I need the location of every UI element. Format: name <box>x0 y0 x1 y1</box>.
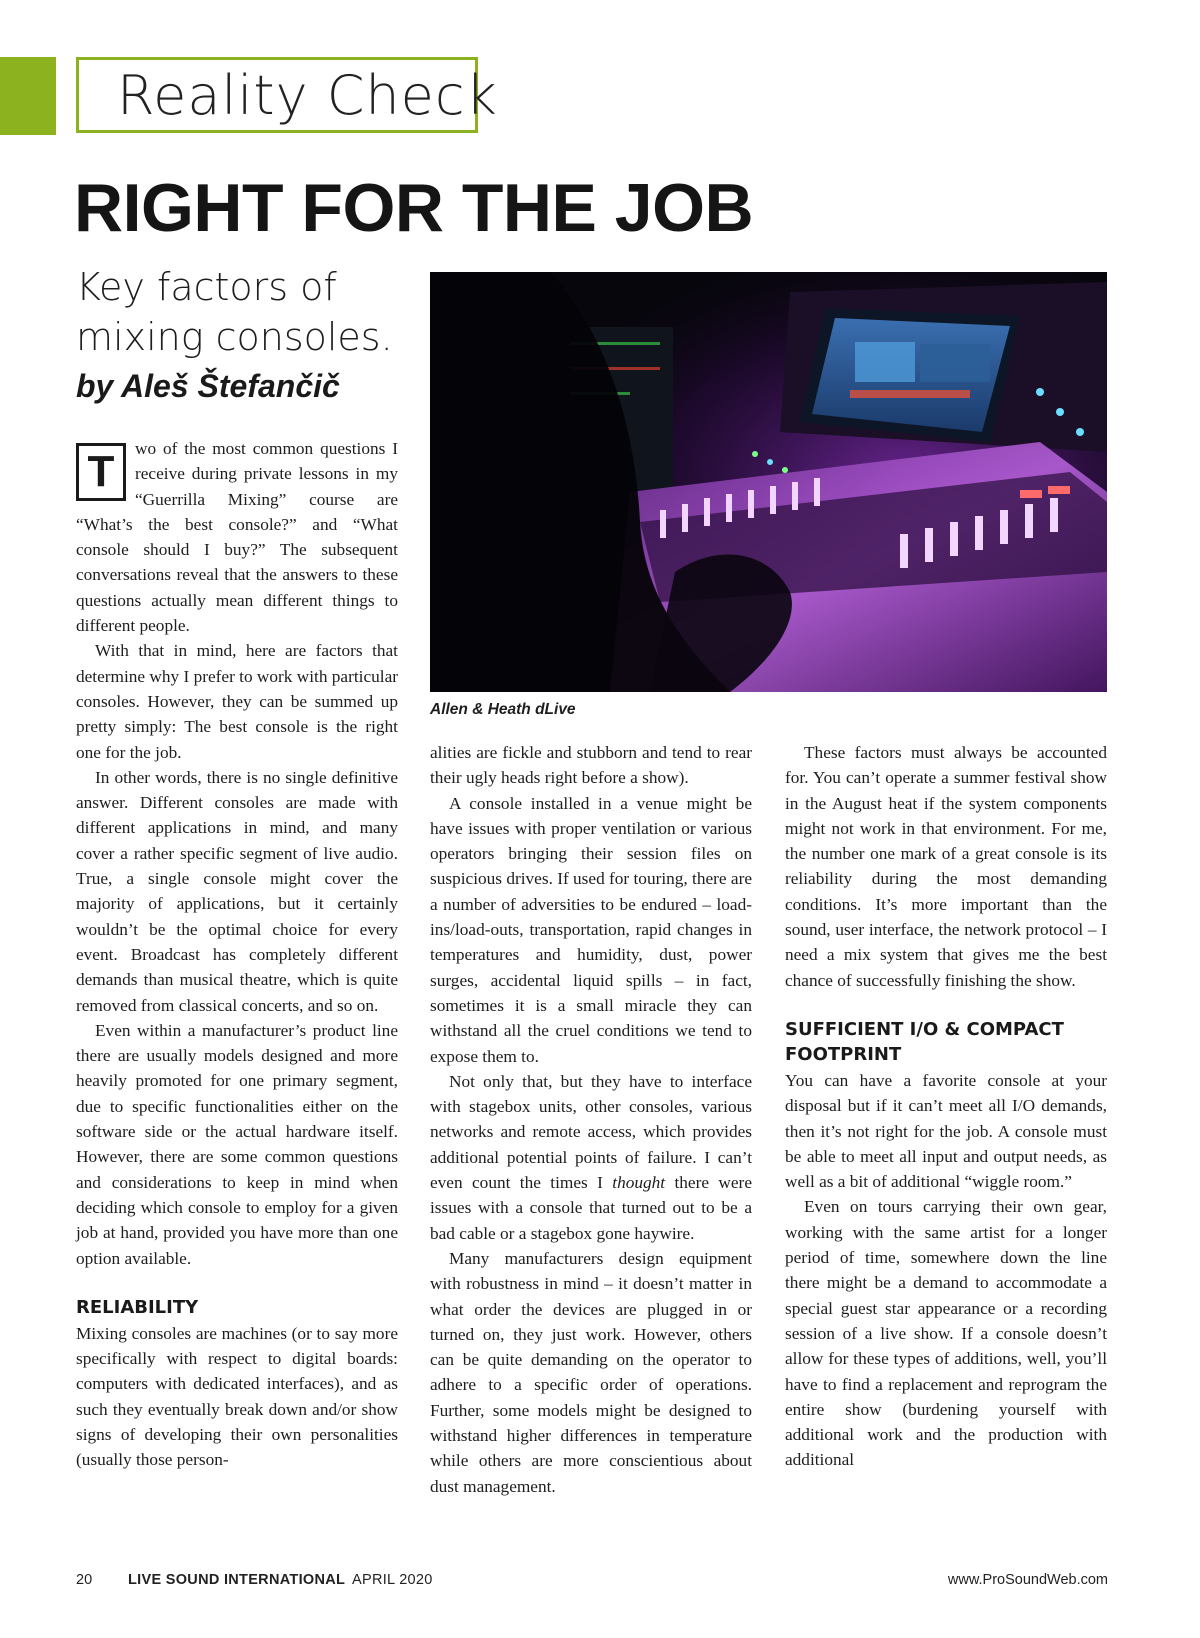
section-label-box <box>76 57 498 133</box>
byline: by Aleš Štefančič <box>76 368 340 404</box>
body-paragraph: Mixing consoles are machines (or to say more specifically with respect to digital boards: computers with dedicated interfaces), and as such they eventually break down and/or show signs of developing their own personalities (usually those person- <box>76 1323 398 1470</box>
body-paragraph: Even on tours carrying their own gear, working with the same artist for a longer period of time, somewhere down the line there might be a demand to accommodate a special guest star appearance or a recording session of a live show. If a console doesn’t allow for these types of additions, well, you’ll have to find a replacement and reprogram the entire show (burdening yourself with additional work and the production with additional <box>785 1197 1107 1470</box>
article-column-1 <box>76 436 398 1473</box>
article-column-2 <box>430 740 752 1499</box>
photo-caption: Allen & Heath dLive <box>430 701 576 718</box>
section-tab-bar <box>0 57 56 135</box>
subhead-reliability: RELIABILITY <box>76 1296 199 1318</box>
section-label: Reality Check <box>117 64 498 127</box>
body-paragraph: You can have a favorite console at your disposal but if it can’t meet all I/O demands, then it’s not right for the job. A console must be able to meet all input and output needs, as well as a bit of additional “wiggle room.” <box>785 1070 1107 1192</box>
page-footer <box>76 1570 1108 1590</box>
text-run: Not only that, but they have to interface with stagebox units, other consoles, various networks and remote access, which provides additional potential points of failure. I can’t even count the times I <box>430 1071 752 1193</box>
emphasis: thought <box>612 1173 666 1193</box>
website-link[interactable]: www.ProSoundWeb.com <box>947 1572 1108 1588</box>
drop-cap: T <box>76 443 126 501</box>
body-paragraph: These factors must always be accounted for. You can’t operate a summer festival show in the August heat if the system components might not work in that environment. For me, the number one mark of a great console is its reliability during the most demanding conditions. It’s more important than the sound, user interface, the network protocol – I need a mix system that gives me the best chance of successfully finishing the show. <box>785 743 1107 990</box>
subhead-io: SUFFICIENT I/O & COMPACT FOOTPRINT <box>785 1018 1064 1065</box>
body-paragraph: Many manufacturers design equipment with robustness in mind – it doesn’t matter in what order the devices are plugged in or turned on, they just work. However, others can be quite demanding on the operator to adhere to a specific order of operations. Further, some models might be designed to withstand higher differences in temperature while others are more conscientious about dust management. <box>430 1248 752 1496</box>
body-paragraph <box>430 1069 752 1246</box>
body-paragraph: In other words, there is no single definitive answer. Different consoles are made with different applications in mind, and many cover a rather specific segment of live audio. True, a single console might cover the majority of applications, but it certainly wouldn’t be the optimal choice for every event. Broadcast has completely different demands than musical theatre, which is quite removed from classical concerts, and so on. <box>76 767 398 1015</box>
headline: RIGHT FOR THE JOB <box>74 170 754 246</box>
body-paragraph: A console installed in a venue might be have issues with proper ventilation or various operators bringing their session files on suspicious drives. If used for touring, there are a number of adversities to be endured – load-ins/load-outs, transportation, rapid changes in temperatures and humidity, dust, power surges, accidental liquid spills – in fact, sometimes it is a small miracle they can withstand all the cruel conditions we tend to expose them to. <box>430 793 753 1066</box>
magazine-name: LIVE SOUND INTERNATIONAL <box>128 1572 346 1588</box>
deck: Key factors of mixing consoles. <box>76 265 393 359</box>
body-paragraph: Even within a manufacturer’s product line there are usually models designed and more heavily promoted for one primary segment, due to specific functionalities either on the software side or the actual hardware itself. However, there are some common questions and considerations to keep in mind when deciding which console to employ for a given job at hand, provided you have more than one option available. <box>76 1020 398 1268</box>
text-run: there were issues with a console that turned out to be a bad cable or a stagebox gone haywire. <box>430 1173 752 1243</box>
console-photo <box>430 272 1107 692</box>
body-paragraph: With that in mind, here are factors that determine why I prefer to work with particular consoles. However, they can be summed up pretty simply: The best console is the right one for the job. <box>76 641 398 762</box>
intro-paragraph <box>76 436 398 638</box>
body-paragraph: alities are fickle and stubborn and tend to rear their ugly heads right before a show). <box>430 743 752 788</box>
intro-text: wo of the most common questions I receive during private lessons in my “Guerrilla Mixing” course are “What’s the best console?” and “What console should I buy?” The subsequent conversations reveal that the answers to these questions actually mean different things to different people. <box>76 439 398 636</box>
issue-date: APRIL 2020 <box>352 1572 433 1588</box>
article-column-3 <box>785 740 1107 1473</box>
console-photo-illustration <box>430 272 1107 692</box>
page-number: 20 <box>76 1572 93 1588</box>
